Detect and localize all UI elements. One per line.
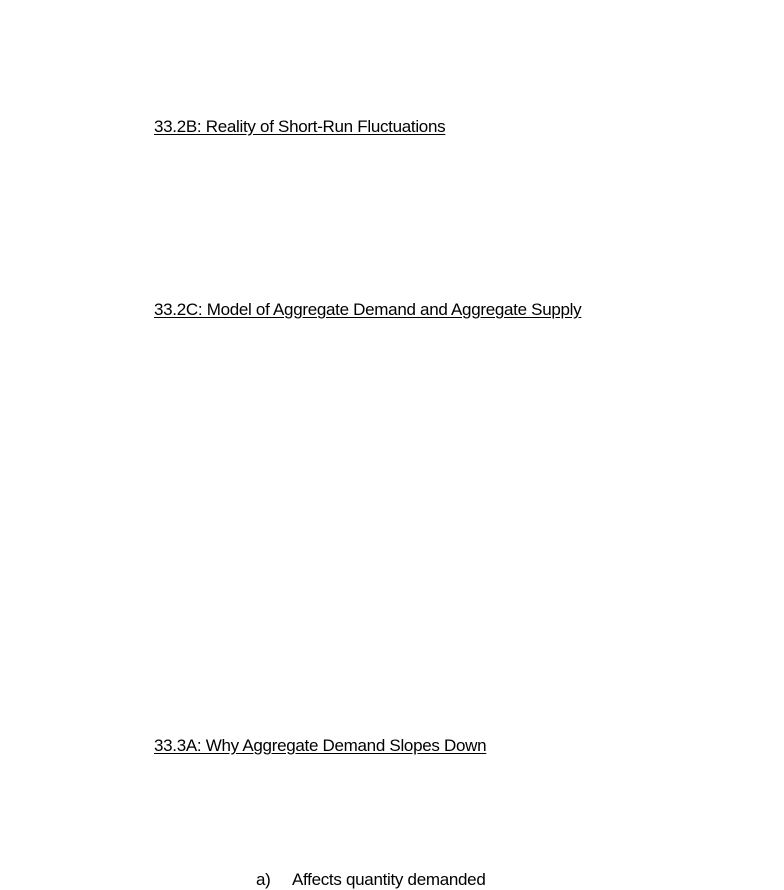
section-heading-33-2c: 33.2C: Model of Aggregate Demand and Aggregate Supply [154, 300, 582, 319]
list-item-marker: a) [256, 870, 271, 889]
section-heading-33-2b: 33.2B: Reality of Short-Run Fluctuations [154, 117, 446, 136]
section-heading-33-3a: 33.3A: Why Aggregate Demand Slopes Down [154, 736, 487, 755]
list-item-text: Affects quantity demanded [292, 870, 486, 889]
list-item [256, 870, 486, 890]
